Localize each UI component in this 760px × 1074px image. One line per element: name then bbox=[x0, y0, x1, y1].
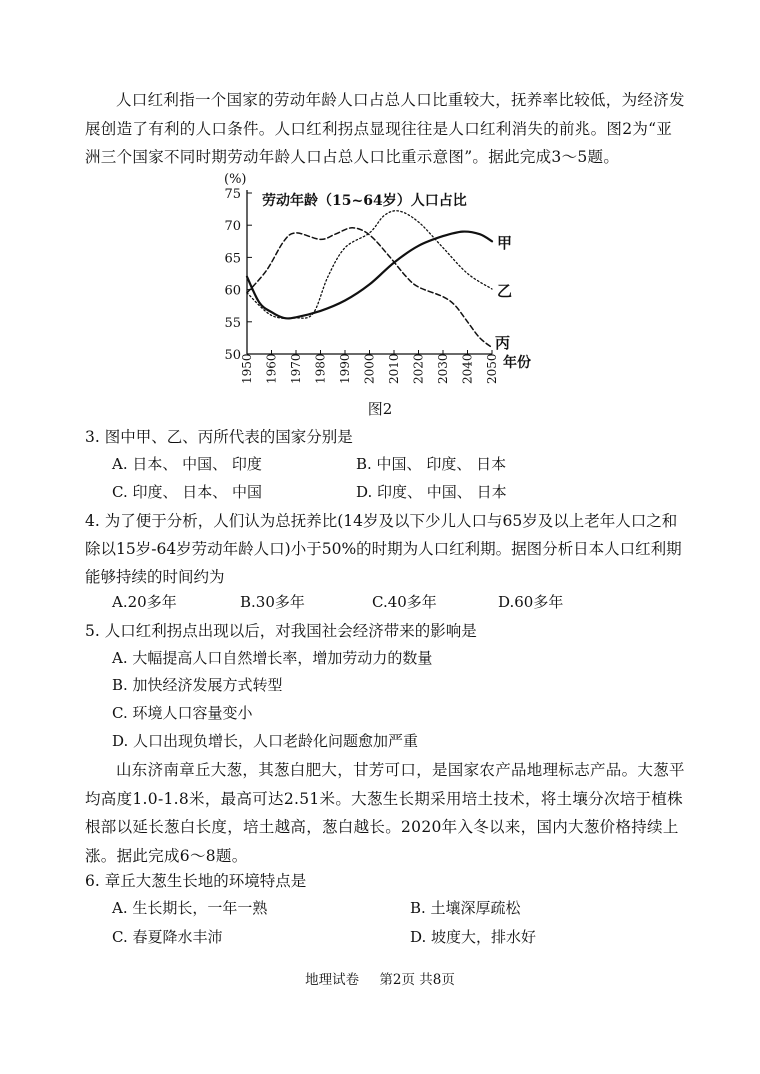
question-3-stem: 3. 图中甲、乙、丙所代表的国家分别是 bbox=[85, 428, 353, 446]
question-3-option-b: B. 中国、 印度、 日本 bbox=[356, 455, 507, 473]
question-5-option-a: A. 大幅提高人口自然增长率，增加劳动力的数量 bbox=[112, 649, 433, 667]
footer-subject: 地理试卷 bbox=[305, 972, 360, 988]
x-tick-label: 2050 bbox=[485, 353, 499, 384]
y-tick-label: 75 bbox=[224, 187, 241, 202]
x-tick-label: 2000 bbox=[362, 353, 377, 384]
y-axis-unit-label: (%) bbox=[224, 172, 247, 187]
question-5-option-d: D. 人口出现负增长，人口老龄化问题愈加严重 bbox=[112, 732, 419, 750]
x-tick-label: 1990 bbox=[338, 353, 352, 384]
y-tick-label: 60 bbox=[224, 283, 241, 299]
footer-page-number: 第2页 共8页 bbox=[379, 972, 455, 988]
x-tick-label: 2030 bbox=[436, 353, 450, 384]
y-tick-label: 55 bbox=[224, 315, 241, 331]
x-tick-label: 1970 bbox=[289, 353, 303, 384]
y-tick-label: 65 bbox=[224, 251, 241, 267]
question-3-option-d: D. 印度、 中国、 日本 bbox=[356, 483, 507, 501]
question-5-option-c: C. 环境人口容量变小 bbox=[112, 704, 253, 722]
question-6-option-a: A. 生长期长，一年一熟 bbox=[112, 899, 268, 917]
series-line-bing bbox=[247, 228, 492, 348]
y-axis-ticks bbox=[224, 187, 252, 363]
question-4-option-d: D.60多年 bbox=[498, 593, 564, 611]
x-axis-ticks bbox=[240, 350, 499, 384]
series-label-jia: 甲 bbox=[497, 234, 513, 252]
question-4-option-b: B.30多年 bbox=[240, 593, 305, 611]
question-4-option-c: C.40多年 bbox=[372, 593, 437, 611]
series-line-yi bbox=[247, 211, 492, 319]
x-tick-label: 2010 bbox=[387, 353, 401, 384]
y-tick-label: 70 bbox=[224, 219, 241, 235]
x-tick-label: 1950 bbox=[240, 353, 254, 384]
x-tick-label: 2020 bbox=[411, 353, 426, 384]
figure-caption: 图2 bbox=[367, 400, 393, 418]
chart-title: 劳动年龄（15~64岁）人口占比 bbox=[262, 193, 467, 209]
question-4-stem: 4. 为了便于分析，人们认为总抚养比(14岁及以下少儿人口与65岁及以上老年人口之和除以15岁-64岁劳动年龄人口)小于50%的时期为人口红利期。据图分析日本人口红利期能够持续的时间约为 bbox=[85, 512, 682, 586]
chart-series-lines bbox=[247, 211, 492, 348]
page-footer bbox=[0, 968, 760, 988]
intro-paragraph-zhangqiu-scallion: 山东济南章丘大葱，其葱白肥大，甘芳可口，是国家农产品地理标志产品。大葱平均高度1.0-1.8米，最高可达2.51米。大葱生长期采用培土技术，将土壤分次培于植株根部以延长葱白长度，培土越高，葱白越长。2020年入冬以来，国内大葱价格持续上涨。据此完成6～8题。 bbox=[85, 761, 685, 865]
question-4-option-a: A.20多年 bbox=[112, 593, 177, 611]
x-axis-label: 年份 bbox=[503, 355, 531, 371]
question-6-option-d: D. 坡度大，排水好 bbox=[410, 928, 537, 946]
x-tick-label: 1980 bbox=[313, 353, 328, 384]
series-line-jia bbox=[247, 232, 492, 319]
series-label-yi: 乙 bbox=[497, 282, 513, 300]
y-tick-label: 50 bbox=[224, 348, 241, 363]
question-3-option-a: A. 日本、 中国、 印度 bbox=[112, 455, 262, 473]
question-6-option-c: C. 春夏降水丰沛 bbox=[112, 928, 223, 946]
question-6-option-b: B. 土壤深厚疏松 bbox=[410, 899, 521, 917]
question-5-option-b: B. 加快经济发展方式转型 bbox=[112, 676, 283, 694]
x-tick-label: 1960 bbox=[264, 353, 279, 384]
series-label-bing: 丙 bbox=[495, 334, 511, 352]
chart-axes bbox=[247, 190, 492, 354]
intro-paragraph-population-dividend: 人口红利指一个国家的劳动年龄人口占总人口比重较大，抚养率比较低，为经济发展创造了有利的人口条件。人口红利拐点显现往往是人口红利消失的前兆。图2为“亚洲三个国家不同时期劳动年龄人口占总人口比重示意图”。据此完成3～5题。 bbox=[85, 91, 685, 166]
figure-2-line-chart bbox=[0, 160, 760, 400]
x-tick-label: 2040 bbox=[460, 353, 475, 384]
question-5-stem: 5. 人口红利拐点出现以后，对我国社会经济带来的影响是 bbox=[85, 622, 477, 640]
question-6-stem: 6. 章丘大葱生长地的环境特点是 bbox=[85, 872, 307, 890]
question-3-option-c: C. 印度、 日本、 中国 bbox=[112, 483, 263, 501]
